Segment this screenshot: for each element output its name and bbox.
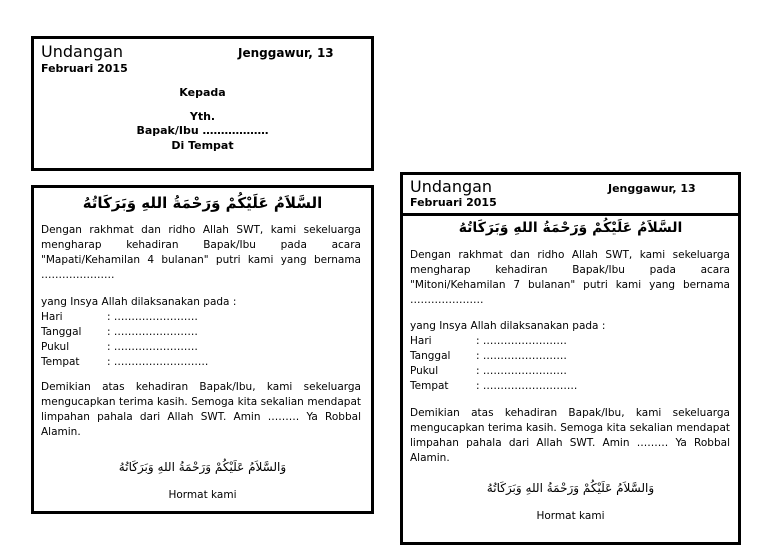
details-list (41, 310, 208, 370)
intro-paragraph: Dengan rakhmat dan ridho Allah SWT, kami sekeluarga mengharap kehadiran Bapak/Ibu pada acara "Mapati/Kehamilan 4 bulanan" putri kami yang bernama ………………… (41, 224, 361, 281)
salam-closing: وَالسَّلاَمُ عَلَيْكُمْ وَرَحْمَةُ اللهِ وَبَرَكَاتُهُ (486, 481, 655, 495)
envelope-place: Di Tempat (171, 139, 234, 152)
envelope-date-line1: Jenggawur, 13 (238, 46, 334, 60)
envelope-card (31, 36, 374, 171)
detail-row-tempat: Tempat : ……………………… (41, 356, 209, 368)
card2-date-line1: Jenggawur, 13 (608, 182, 696, 195)
closing-paragraph: Demikian atas kehadiran Bapak/Ibu, kami sekeluarga mengucapkan terima kasih. Semoga kita sekalian mendapat limpahan pahala dari Allah SWT. Amin ……… Ya Robbal Alamin. (410, 407, 730, 464)
card2-date-line2: Februari 2015 (410, 196, 497, 209)
detail-row-pukul: Pukul : …………………… (410, 365, 567, 377)
envelope-kepada: Kepada (179, 86, 226, 99)
held-text: yang Insya Allah dilaksanakan pada : (410, 320, 606, 332)
salam-opening: السَّلاَمُ عَلَيْكُمْ وَرَحْمَةُ اللهِ وَبَرَكَاتُهُ (82, 194, 323, 212)
detail-row-hari: Hari : …………………… (410, 335, 567, 347)
details-list (410, 334, 577, 394)
salam-opening: السَّلاَمُ عَلَيْكُمْ وَرَحْمَةُ اللهِ وَبَرَكَاتُهُ (458, 220, 683, 236)
detail-row-tanggal: Tanggal : …………………… (410, 350, 567, 362)
envelope-recipient: Bapak/Ibu ……………… (136, 124, 269, 137)
envelope-date-line2: Februari 2015 (41, 62, 128, 75)
detail-row-hari: Hari : …………………… (41, 311, 198, 323)
invitation-card-mitoni (400, 215, 741, 545)
intro-paragraph: Dengan rakhmat dan ridho Allah SWT, kami sekeluarga mengharap kehadiran Bapak/Ibu pada acara "Mitoni/Kehamilan 7 bulanan" putri kami yang bernama ………………… (410, 249, 730, 306)
invitation-card-mapati (31, 185, 374, 514)
detail-row-tempat: Tempat : ……………………… (410, 380, 578, 392)
regards-text: Hormat kami (536, 510, 605, 522)
envelope-yth: Yth. (189, 110, 216, 123)
detail-row-tanggal: Tanggal : …………………… (41, 326, 198, 338)
card2-title: Undangan (410, 177, 493, 196)
closing-paragraph: Demikian atas kehadiran Bapak/Ibu, kami sekeluarga mengucapkan terima kasih. Semoga kita sekalian mendapat limpahan pahala dari Allah SWT. Amin ……… Ya Robbal Alamin. (41, 381, 361, 438)
regards-text: Hormat kami (168, 489, 237, 501)
salam-closing: وَالسَّلاَمُ عَلَيْكُمْ وَرَحْمَةُ اللهِ وَبَرَكَاتُهُ (118, 460, 287, 474)
held-text: yang Insya Allah dilaksanakan pada : (41, 296, 237, 308)
card2-header (400, 172, 741, 216)
detail-row-pukul: Pukul : …………………… (41, 341, 198, 353)
envelope-title: Undangan (41, 42, 124, 61)
